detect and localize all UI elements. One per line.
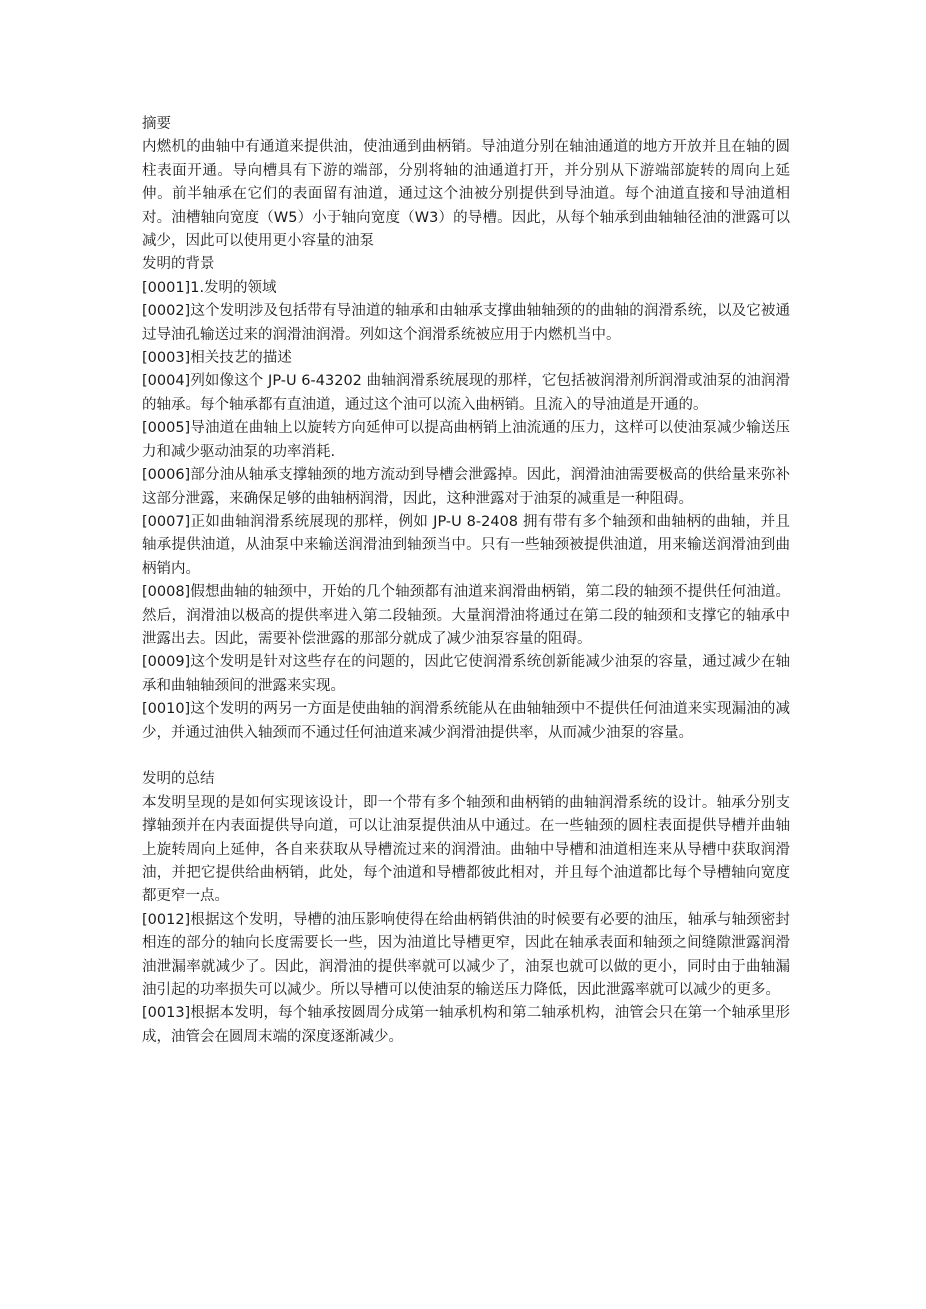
paragraph-0003: [0003]相关技艺的描述 (142, 350, 292, 367)
paragraph-0008: [0008]假想曲轴的轴颈中，开始的几个轴颈都有油道来润滑曲柄销，第二段的轴颈不提供任何油道。然后，润滑油以极高的提供率进入第二段轴颈。大量润滑油将通过在第二段的轴颈和支撑它的轴承中泄露出去。因此，需要补偿泄露的那部分就成了减少油泵容量的阻碍。 (142, 584, 790, 647)
paragraph-0012: [0012]根据这个发明，导槽的油压影响使得在给曲柄销供油的时候要有必要的油压，轴承与轴颈密封相连的部分的轴向长度需要长一些，因为油道比导槽更窄，因此在轴承表面和轴颈之间缝隙泄露润滑油泄漏率就减少了。因此，润滑油的提供率就可以减少了，油泵也就可以做的更小，同时由于曲轴漏油引起的功率损失可以减少。所以导槽可以使油泵的输送压力降低，因此泄露率就可以减少的更多。 (142, 911, 790, 999)
blank-line (142, 745, 790, 768)
abstract-paragraph: 内燃机的曲轴中有通道来提供油，使油通到曲柄销。导油道分别在轴油通道的地方开放并且在轴的圆柱表面开通。导向槽具有下游的端部，分别将轴的油通道打开，并分别从下游端部旋转的周向上延伸。前半轴承在它们的表面留有油道，通过这个油被分别提供到导油道。每个油道直接和导油道相对。油槽轴向宽度（W5）小于轴向宽度（W3）的导槽。因此，从每个轴承到曲轴轴径油的泄露可以减少，因此可以使用更小容量的油泵 (142, 139, 790, 250)
paragraph-0009: [0009]这个发明是针对这些存在的问题的，因此它使润滑系统创新能减少油泵的容量，通过减少在轴承和曲轴轴颈间的泄露来实现。 (142, 654, 790, 694)
paragraph-0013: [0013]根据本发明，每个轴承按圆周分成第一轴承机构和第二轴承机构，油管会只在第一个轴承里形成，油管会在圆周末端的深度逐渐减少。 (142, 1005, 790, 1045)
paragraph-0002: [0002]这个发明涉及包括带有导油道的轴承和由轴承支撑曲轴轴颈的的曲轴的润滑系统，以及它被通过导油孔输送过来的润滑油润滑。列如这个润滑系统被应用于内燃机当中。 (142, 303, 790, 343)
background-heading: 发明的背景 (142, 256, 215, 273)
paragraph-0006: [0006]部分油从轴承支撑轴颈的地方流动到导槽会泄露掉。因此，润滑油油需要极高的供给量来弥补这部分泄露，来确保足够的曲轴柄润滑，因此，这种泄露对于油泵的减重是一种阻碍。 (142, 467, 790, 507)
paragraph-0007: [0007]正如曲轴润滑系统展现的那样，例如 JP-U 8-2408 拥有带有多个轴颈和曲轴柄的曲轴，并且轴承提供油道，从油泵中来输送润滑油到轴颈当中。只有一些轴颈被提供油道，用来输送润滑油到曲柄销内。 (142, 513, 790, 577)
abstract-heading: 摘要 (142, 116, 171, 132)
summary-heading: 发明的总结 (142, 771, 215, 788)
summary-paragraph: 本发明呈现的是如何实现该设计，即一个带有多个轴颈和曲柄销的曲轴润滑系统的设计。轴承分别支撑轴颈并在内表面提供导向道，可以让油泵提供油从中通过。在一些轴颈的圆柱表面提供导槽并曲轴上旋转周向上延伸，各自来获取从导槽流过来的润滑油。曲轴中导槽和油道相连来从导槽中获取润滑油，并把它提供给曲柄销，此处，每个油道和导槽都彼此相对，并且每个油道都比每个导槽轴向宽度都更窄一点。 (142, 794, 790, 905)
paragraph-0004: [0004]列如像这个 JP-U 6-43202 曲轴润滑系统展现的那样，它包括被润滑剂所润滑或油泵的油润滑的轴承。每个轴承都有直油道，通过这个油可以流入曲柄销。且流入的导油道是开通的。 (142, 373, 790, 413)
paragraph-0010: [0010]这个发明的两另一方面是使曲轴的润滑系统能从在曲轴轴颈中不提供任何油道来实现漏油的减少，并通过油供入轴颈而不通过任何油道来减少润滑油提供率，从而减少油泵的容量。 (142, 701, 790, 741)
paragraph-0005: [0005]导油道在曲轴上以旋转方向延伸可以提高曲柄销上油流通的压力，这样可以使油泵减少输送压力和减少驱动油泵的功率消耗. (142, 420, 790, 460)
paragraph-0001: [0001]1.发明的领域 (142, 279, 277, 296)
document-body (142, 113, 790, 1049)
